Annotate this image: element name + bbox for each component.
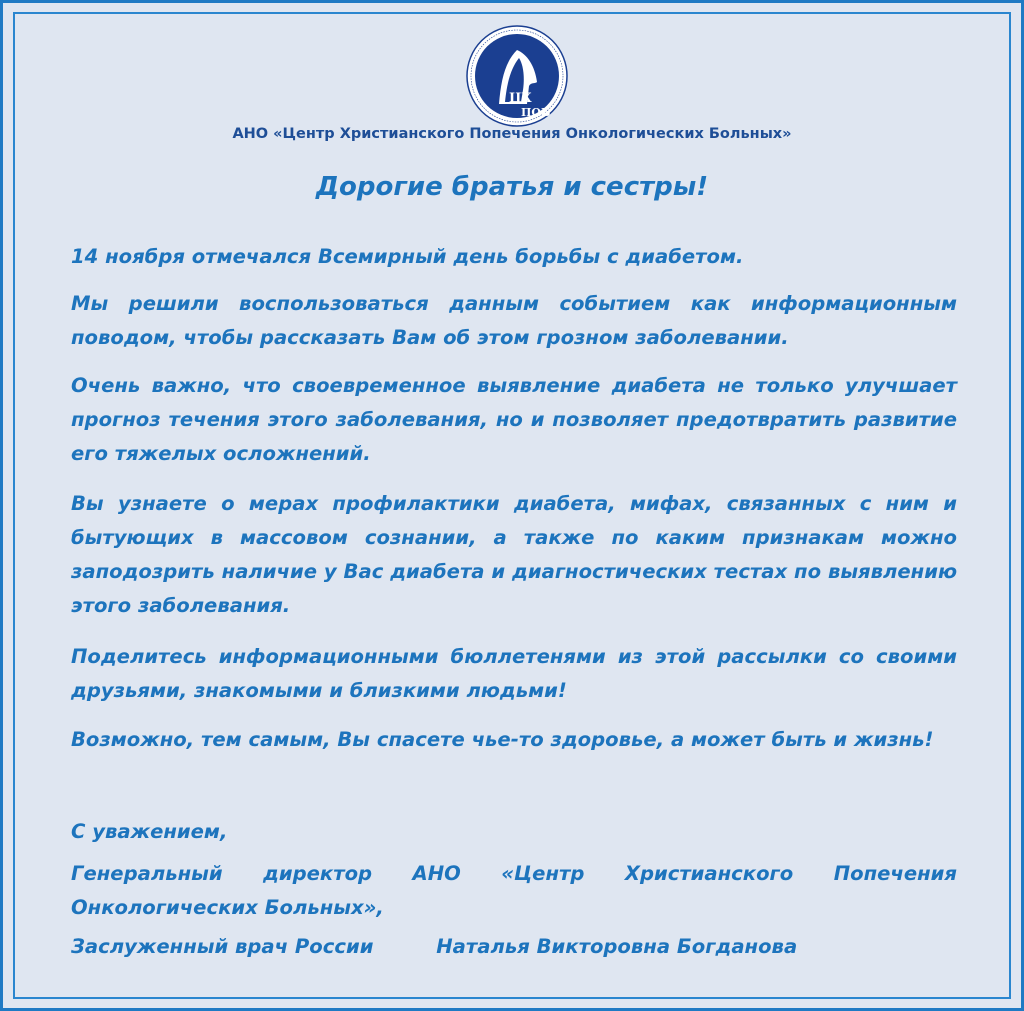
paragraph-prevention: Вы узнаете о мерах профилактики диабета, мифах, связанных с ним и бытующих в массовом сознании, а также по каким признакам можно заподозрить наличие у Вас диабета и диагностических тестах по выявлению этого заболевания. — [71, 492, 957, 617]
signature-name: Наталья Викторовна Богданова — [436, 935, 798, 958]
signature-position: Генеральный директор АНО «Центр Христианского Попечения Онкологических Больных», — [71, 862, 957, 919]
paragraph-save-health: Возможно, тем самым, Вы спасете чье-то здоровье, а может быть и жизнь! — [71, 728, 934, 751]
signature-closing: С уважением, — [71, 820, 228, 843]
svg-text:ПОБ: ПОБ — [521, 106, 551, 119]
logo-letters: ЦХ — [509, 91, 532, 106]
letter-greeting: Дорогие братья и сестры! — [315, 172, 709, 202]
church-organization-emblem-icon — [465, 24, 569, 128]
paragraph-share: Поделитесь информационными бюллетенями из этой рассылки со своими друзьями, знакомыми и близкими людьми! — [71, 645, 957, 702]
paragraph-diabetes-day: 14 ноября отмечался Всемирный день борьбы с диабетом. — [71, 245, 744, 268]
signature-title: Заслуженный врач России — [71, 935, 374, 958]
organization-name: АНО «Центр Христианского Попечения Онкологических Больных» — [232, 126, 792, 142]
signature-line — [71, 930, 797, 964]
paragraph-importance: Очень важно, что своевременное выявление диабета не только улучшает прогноз течения этого заболевания, но и позволяет предотвратить развитие его тяжелых осложнений. — [71, 374, 957, 465]
paragraph-purpose: Мы решили воспользоваться данным событием как информационным поводом, чтобы рассказать Вам об этом грозном заболевании. — [71, 292, 957, 349]
